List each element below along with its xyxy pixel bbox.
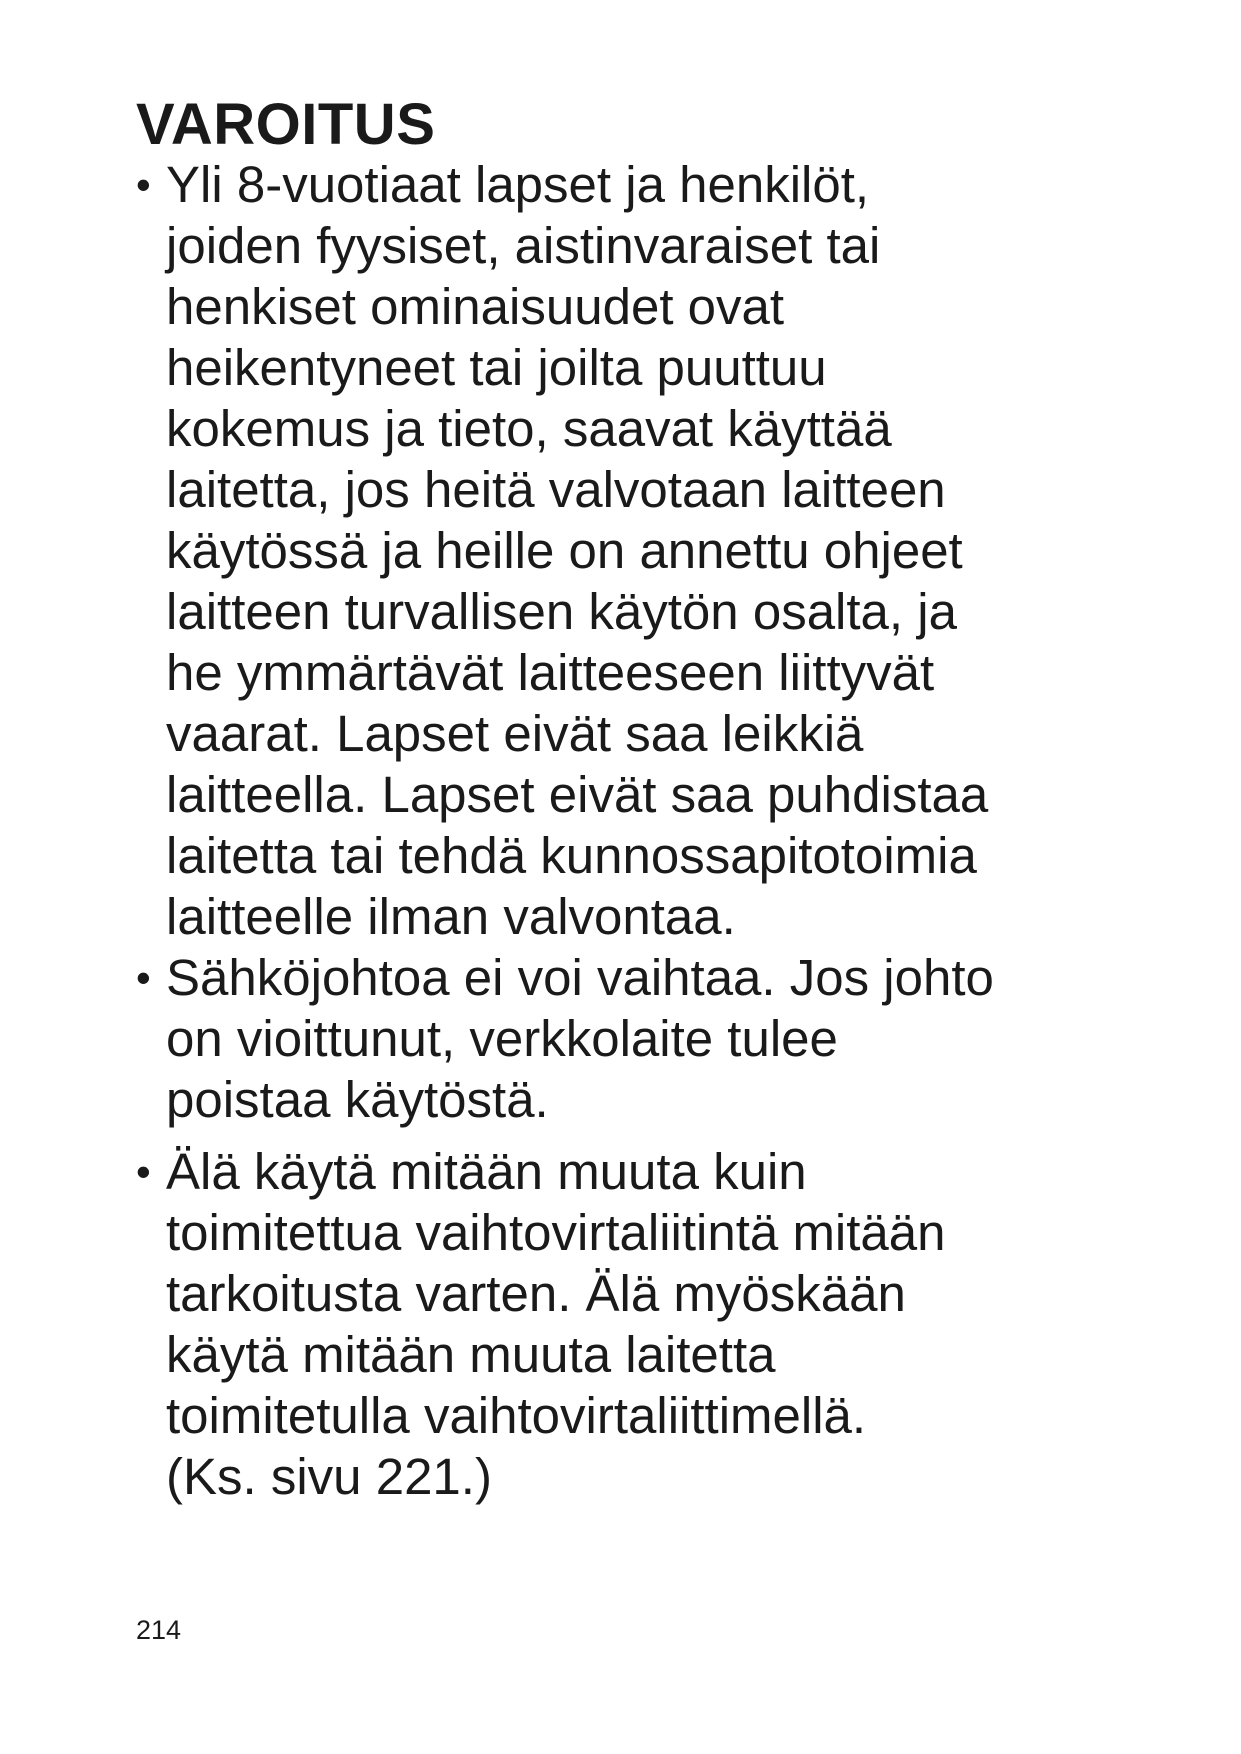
bullet-icon: • bbox=[136, 1148, 151, 1195]
bullet-icon: • bbox=[136, 954, 151, 1001]
warning-list bbox=[136, 154, 1136, 1507]
warning-text: Yli 8-vuotiaat lapset ja henkilöt, joiden fyysiset, aistinvaraiset tai henkiset ominaisuudet ovat heikentyneet tai joilta puuttuu kokemus ja tieto, saavat käyttää laitetta, jos heitä valvotaan laitteen käytössä ja heille on annettu ohjeet laitteen turvallisen käytön osalta, ja he ymmärtävät laitteeseen liittyvät vaarat. Lapset eivät saa leikkiä laitteella. Lapset eivät saa puhdistaa laitetta tai tehdä kunnossapitotoimia laitteelle ilman valvontaa. bbox=[166, 156, 989, 945]
warning-text: Sähköjohtoa ei voi vaihtaa. Jos johto on vioittunut, verkkolaite tulee poistaa käytöstä. bbox=[166, 949, 994, 1128]
warning-item-children-supervision bbox=[136, 154, 1136, 947]
warning-heading: VAROITUS bbox=[136, 92, 436, 157]
warning-item-ac-adapter bbox=[136, 1141, 1136, 1507]
page-number: 214 bbox=[136, 1615, 182, 1645]
warning-item-power-cord bbox=[136, 947, 1136, 1130]
bullet-icon: • bbox=[136, 161, 151, 208]
warning-text: Älä käytä mitään muuta kuin toimitettua vaihtovirtaliitintä mitään tarkoitusta varten. Älä myöskään käytä mitään muuta laitetta toimitetulla vaihtovirtaliittimellä. (Ks. sivu 221.) bbox=[166, 1143, 946, 1505]
